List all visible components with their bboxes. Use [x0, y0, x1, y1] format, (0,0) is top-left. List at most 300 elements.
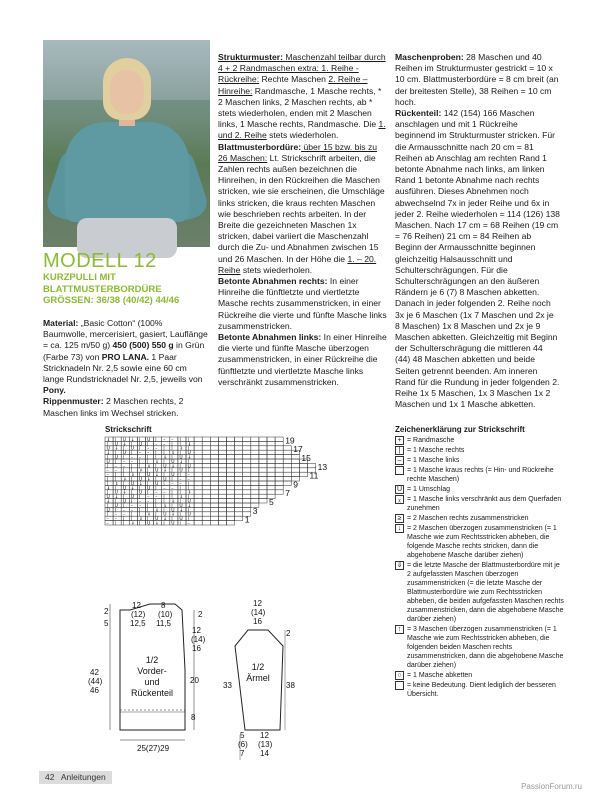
chart-cell [283, 477, 291, 481]
chart-cell [227, 441, 235, 445]
chart-cell [283, 459, 291, 463]
chart-cell [218, 494, 226, 498]
chart-symbol: U [130, 446, 135, 452]
chart-cell [194, 441, 202, 445]
legend-item [395, 485, 565, 494]
legend-symbol: ≥ [395, 514, 404, 523]
chart-cell [251, 437, 259, 441]
chart-symbol: ⇓ [106, 437, 111, 443]
chart-symbol: – [114, 468, 117, 474]
chart-symbol: | [187, 459, 190, 465]
legend-text: = 1 Masche rechts [407, 447, 465, 454]
svg-text:14: 14 [260, 749, 269, 758]
chart-symbol: ↓ [187, 455, 192, 461]
chart-cell [243, 446, 251, 450]
chart-cell [194, 481, 202, 485]
chart-cell [202, 512, 210, 516]
chart-symbol: ⇓ [163, 503, 167, 509]
chart-cell [251, 485, 259, 489]
chart-symbol: – [122, 512, 125, 518]
chart-symbol: – [138, 455, 142, 461]
chart-symbol: | [114, 459, 117, 465]
chart-cell [227, 512, 235, 516]
chart-symbol: | [106, 512, 109, 518]
chart-symbol: – [147, 451, 150, 457]
chart-symbol: U [155, 481, 159, 487]
chart-cell [218, 472, 226, 476]
svg-text:2: 2 [104, 607, 109, 616]
chart-symbol: ↓ [179, 508, 184, 514]
chart-cell [194, 446, 202, 450]
section-name: Anleitungen [60, 772, 106, 782]
chart-cell [218, 512, 226, 516]
chart-symbol: U [138, 442, 143, 448]
chart-cell [210, 485, 218, 489]
chart-symbol: | [171, 468, 173, 474]
legend-item [395, 671, 565, 680]
legend-item [395, 524, 565, 560]
column-material: Material: „Basic Cotton“ (100% Baumwolle, mercerisiert, gasiert, Lauflänge = ca. 125 m/50 g) 450 (500) 550 g in Grün (Farbe 73) von PRO LANA. 1 Paar Stricknadeln Nr. 2,5 sowie eine 60 cm lange Rundstricknadel Nr. 2,5, jeweils von Pony. Rippenmuster: 2 Maschen rechts, 2 Maschen links im Wechsel stricken. [43, 318, 208, 418]
chart-symbol: ⇓ [179, 495, 184, 501]
chart-cell [291, 463, 299, 467]
svg-text:8: 8 [191, 713, 196, 722]
chart-cell [267, 450, 275, 454]
chart-cell [227, 521, 235, 525]
svg-text:20: 20 [190, 676, 199, 685]
chart-symbol: | [187, 508, 190, 514]
chart-symbol: | [163, 451, 165, 457]
chart-cell [218, 437, 226, 441]
chart-symbol: ⇓ [163, 455, 167, 461]
chart-cell [243, 437, 251, 441]
chart-cell [259, 455, 267, 459]
chart-cell [235, 472, 243, 476]
chart-symbol: | [187, 481, 190, 487]
chart-symbol: U [155, 468, 159, 474]
chart-symbol: ⇓ [171, 499, 176, 505]
chart-symbol: U [171, 521, 175, 527]
chart-cell [235, 463, 243, 467]
chart-cell [202, 477, 210, 481]
chart-row-label: 19 [285, 435, 295, 446]
svg-text:7: 7 [240, 749, 245, 758]
chart-cell [251, 477, 259, 481]
chart-symbol: | [187, 437, 190, 443]
chart-symbol: | [179, 451, 181, 457]
page-footer [39, 771, 112, 784]
svg-text:(44): (44) [88, 677, 103, 686]
chart-cell [194, 459, 202, 463]
chart-cell [227, 494, 235, 498]
chart-row-label: 1 [244, 514, 250, 525]
chart-symbol: U [179, 503, 183, 509]
chart-cell [194, 490, 202, 494]
chart-symbol: – [130, 459, 134, 465]
chart-cell [210, 441, 218, 445]
chart-cell [235, 503, 243, 507]
svg-text:46: 46 [90, 686, 99, 695]
legend-item [395, 681, 565, 699]
chart-symbol: | [179, 464, 181, 470]
svg-text:33: 33 [223, 681, 232, 690]
legend-item [395, 561, 565, 624]
chart-cell [291, 455, 299, 459]
chart-symbol: | [114, 437, 117, 443]
chart-cell [235, 441, 243, 445]
chart-symbol: ↓ [187, 503, 192, 509]
chart-symbol: | [138, 446, 141, 452]
chart-symbol: | [163, 481, 165, 487]
chart-cell [194, 507, 202, 511]
chart-symbol: – [106, 473, 109, 479]
chart-symbol: | [130, 512, 133, 518]
chart-symbol: U [147, 473, 151, 479]
chart-symbol: | [106, 490, 109, 496]
chart-symbol: | [187, 468, 190, 474]
chart-row-label: 15 [301, 453, 311, 463]
chart-symbol: ↓ [122, 442, 127, 448]
chart-symbol: – [147, 446, 150, 452]
chart-title: Strickschrift [105, 425, 152, 434]
chart-cell [202, 503, 210, 507]
chart-cell [275, 450, 283, 454]
chart-symbol: ⇓ [130, 521, 135, 527]
chart-cell [194, 494, 202, 498]
chart-cell [227, 503, 235, 507]
chart-cell [243, 455, 251, 459]
chart-cell [227, 446, 235, 450]
chart-symbol: ⇓ [155, 508, 159, 514]
legend-symbol: ○ [395, 671, 404, 680]
svg-text:(13): (13) [258, 740, 273, 749]
chart-symbol: ↓ [106, 499, 111, 505]
chart-cell [251, 499, 259, 503]
model-title: MODELL 12 [43, 250, 157, 272]
chart-cell [267, 485, 275, 489]
chart-cell [227, 477, 235, 481]
chart-symbol: | [106, 455, 109, 461]
svg-text:(12): (12) [131, 610, 146, 619]
chart-cell [291, 472, 299, 476]
chart-cell [259, 477, 267, 481]
chart-cell [235, 512, 243, 516]
chart-symbol: | [147, 459, 149, 465]
chart-cell [243, 459, 251, 463]
chart-symbol: | [179, 442, 181, 448]
chart-symbol: | [171, 495, 173, 501]
chart-symbol: U [187, 512, 191, 518]
chart-cell [210, 446, 218, 450]
chart-cell [227, 516, 235, 520]
chart-symbol: – [114, 512, 117, 518]
chart-cell [202, 468, 210, 472]
chart-cell [251, 459, 259, 463]
chart-cell [202, 516, 210, 520]
chart-symbol: | [114, 477, 117, 483]
chart-cell [267, 472, 275, 476]
chart-row-label: 7 [285, 488, 290, 499]
chart-symbol: U [187, 499, 191, 505]
chart-symbol: | [138, 473, 141, 479]
chart-cell [218, 450, 226, 454]
svg-text:5: 5 [104, 619, 109, 628]
chart-cell [243, 450, 251, 454]
chart-cell [202, 450, 210, 454]
chart-cell [218, 455, 226, 459]
chart-symbol: ↓ [163, 517, 167, 523]
chart-cell [251, 472, 259, 476]
chart-cell [275, 459, 283, 463]
chart-cell [210, 494, 218, 498]
chart-symbol: | [147, 508, 149, 514]
chart-cell [218, 490, 226, 494]
chart-symbol: ⇓ [106, 486, 111, 492]
chart-cell [210, 481, 218, 485]
chart-symbol: ⇓ [171, 451, 176, 457]
chart-symbol: | [171, 503, 173, 509]
legend-text: = 2 Maschen überzogen zusammenstricken (= 1 Masche wie zum Rechtsstricken abheben, die folgende Masche rechts stricken, dann die abgehobene Masche darüber ziehen) [407, 525, 557, 559]
chart-symbol: U [122, 486, 126, 492]
chart-symbol: ⇓ [138, 517, 143, 523]
chart-cell [251, 450, 259, 454]
chart-symbol: U [179, 468, 183, 474]
chart-cell [218, 441, 226, 445]
chart-symbol: | [130, 442, 133, 448]
chart-symbol: | [163, 499, 165, 505]
svg-text:16: 16 [192, 644, 201, 653]
chart-cell [210, 455, 218, 459]
chart-symbol: – [147, 495, 150, 501]
chart-symbol: U [179, 517, 183, 523]
chart-cell [267, 477, 275, 481]
svg-text:42: 42 [90, 668, 99, 677]
chart-cell [202, 459, 210, 463]
chart-cell [235, 446, 243, 450]
chart-symbol: | [138, 486, 141, 492]
chart-cell [194, 512, 202, 516]
chart-cell [308, 463, 316, 467]
chart-cell [259, 472, 267, 476]
chart-symbol: ↓ [147, 477, 151, 483]
legend-symbol: | [395, 446, 404, 455]
watermark: PassionForum.ru [521, 782, 582, 791]
chart-symbol: | [138, 508, 141, 514]
chart-cell [218, 468, 226, 472]
legend-title: Zeichenerklärung zur Strickschrift [395, 425, 525, 434]
chart-cell [299, 463, 307, 467]
chart-cell [202, 446, 210, 450]
chart-cell [283, 481, 291, 485]
chart-row-label: 17 [293, 444, 303, 455]
chart-cell [259, 441, 267, 445]
chart-symbol: | [114, 451, 117, 457]
chart-cell [202, 507, 210, 511]
legend-text: = 2 Maschen rechts zusammenstricken [407, 515, 529, 522]
chart-cell [251, 463, 259, 467]
chart-symbol: – [122, 459, 125, 465]
chart-cell [227, 485, 235, 489]
chart-symbol: ↓ [171, 512, 176, 518]
chart-symbol: | [114, 508, 117, 514]
chart-row-label: 3 [252, 505, 258, 516]
chart-cell [210, 459, 218, 463]
chart-cell [210, 516, 218, 520]
chart-symbol: ↓ [114, 495, 119, 501]
svg-text:Vorder-: Vorder- [137, 666, 167, 676]
chart-cell [243, 499, 251, 503]
chart-cell [243, 490, 251, 494]
legend-text: = keine Bedeutung. Dient lediglich der besseren Übersicht. [407, 682, 556, 698]
chart-symbol: U [106, 459, 110, 465]
chart-cell [218, 521, 226, 525]
chart-symbol: – [171, 437, 174, 443]
chart-cell [235, 455, 243, 459]
chart-symbol: | [106, 442, 109, 448]
chart-cell [210, 437, 218, 441]
chart-symbol: | [122, 481, 125, 487]
chart-cell [259, 499, 267, 503]
svg-text:5: 5 [240, 731, 245, 740]
chart-cell [202, 472, 210, 476]
chart-cell [210, 521, 218, 525]
legend-symbol [395, 466, 404, 475]
chart-cell [202, 437, 210, 441]
svg-text:(14): (14) [251, 608, 266, 617]
chart-symbol: | [122, 473, 125, 479]
chart-cell [267, 446, 275, 450]
chart-symbol: – [106, 517, 109, 523]
chart-cell [202, 463, 210, 467]
chart-symbol: – [114, 517, 117, 523]
legend-text: = 1 Masche abketten [407, 672, 473, 679]
svg-text:12: 12 [132, 601, 141, 610]
legend-item [395, 446, 565, 455]
chart-cell [275, 490, 283, 494]
chart-symbol: – [138, 503, 142, 509]
chart-cell [227, 437, 235, 441]
model-subtitle: KURZPULLI MIT BLATTMUSTERBORDÜRE GRÖSSEN: 36/38 (40/42) 44/46 [43, 272, 180, 306]
chart-symbol: | [106, 481, 109, 487]
chart-symbol: | [130, 477, 133, 483]
chart-cell [227, 455, 235, 459]
chart-cell [202, 499, 210, 503]
chart-cell [210, 468, 218, 472]
chart-cell [243, 472, 251, 476]
chart-symbol: ↓ [130, 437, 135, 443]
legend-symbol: + [395, 436, 404, 445]
svg-text:(6): (6) [238, 740, 248, 749]
chart-cell [235, 494, 243, 498]
chart-cell [227, 450, 235, 454]
chart-cell [194, 455, 202, 459]
svg-text:12,5: 12,5 [130, 619, 146, 628]
chart-symbol: ⇓ [187, 490, 192, 496]
legend-symbol: ⇓ [396, 562, 403, 569]
chart-symbol: – [187, 477, 190, 483]
chart-cell [194, 468, 202, 472]
chart-symbol: ↓ [114, 446, 119, 452]
chart-symbol: – [138, 499, 142, 505]
chart-cell [218, 459, 226, 463]
chart-symbol: | [171, 490, 173, 496]
chart-symbol: | [179, 490, 181, 496]
chart-cell [218, 481, 226, 485]
chart-symbol: | [187, 446, 190, 452]
chart-symbol: ↓ [122, 490, 127, 496]
chart-symbol: ↓ [130, 486, 135, 492]
legend-symbol: U [396, 486, 403, 493]
chart-symbol: | [187, 517, 190, 523]
chart-cell [210, 499, 218, 503]
svg-text:2: 2 [286, 629, 291, 638]
chart-cell [275, 463, 283, 467]
chart-cell [235, 459, 243, 463]
legend-item [395, 456, 565, 465]
chart-symbol: | [138, 464, 141, 470]
chart-cell [251, 446, 259, 450]
legend-text: = 1 Masche links [407, 457, 460, 464]
chart-cell [210, 450, 218, 454]
chart-symbol: | [147, 503, 149, 509]
chart-cell [259, 468, 267, 472]
chart-cell [202, 455, 210, 459]
chart-symbol: | [163, 446, 165, 452]
chart-cell [275, 481, 283, 485]
chart-symbol: | [147, 455, 149, 461]
chart-symbol: – [130, 503, 134, 509]
chart-symbol: | [163, 459, 165, 465]
chart-symbol: – [187, 473, 190, 479]
chart-symbol: ⇓ [138, 468, 143, 474]
chart-cell [251, 455, 259, 459]
chart-symbol: – [138, 451, 142, 457]
chart-row-label: 9 [293, 479, 299, 490]
chart-cell [275, 455, 283, 459]
chart-symbol: – [130, 455, 134, 461]
chart-cell [267, 490, 275, 494]
chart-symbol: | [130, 499, 133, 505]
chart-cell [235, 516, 243, 520]
chart-cell [275, 477, 283, 481]
chart-symbol: U [106, 508, 110, 514]
legend-text: = 1 Masche kraus rechts (= Hin- und Rückreihe rechte Maschen) [407, 467, 554, 483]
chart-symbol: ⇓ [155, 459, 159, 465]
legend-text: = 1 Umschlag [407, 486, 450, 493]
chart-symbol: | [122, 503, 125, 509]
chart-cell [194, 485, 202, 489]
chart-symbol: | [122, 446, 125, 452]
chart-symbol: | [130, 490, 133, 496]
chart-symbol: U [147, 521, 151, 527]
chart-cell [235, 477, 243, 481]
chart-symbol: | [179, 473, 181, 479]
chart-symbol: – [155, 490, 158, 496]
chart-symbol: | [138, 437, 141, 443]
chart-symbol: ⇓ [147, 464, 151, 470]
svg-text:25(27)29: 25(27)29 [137, 744, 170, 753]
chart-cell [283, 446, 291, 450]
legend-item [395, 625, 565, 670]
chart-cell [267, 455, 275, 459]
chart-cell [259, 437, 267, 441]
chart-cell [210, 472, 218, 476]
chart-symbol: U [163, 464, 167, 470]
chart-symbol: | [130, 468, 133, 474]
chart-cell [227, 490, 235, 494]
chart-cell [227, 468, 235, 472]
chart-symbol: | [187, 495, 190, 501]
chart-symbol: ⇓ [130, 473, 135, 479]
